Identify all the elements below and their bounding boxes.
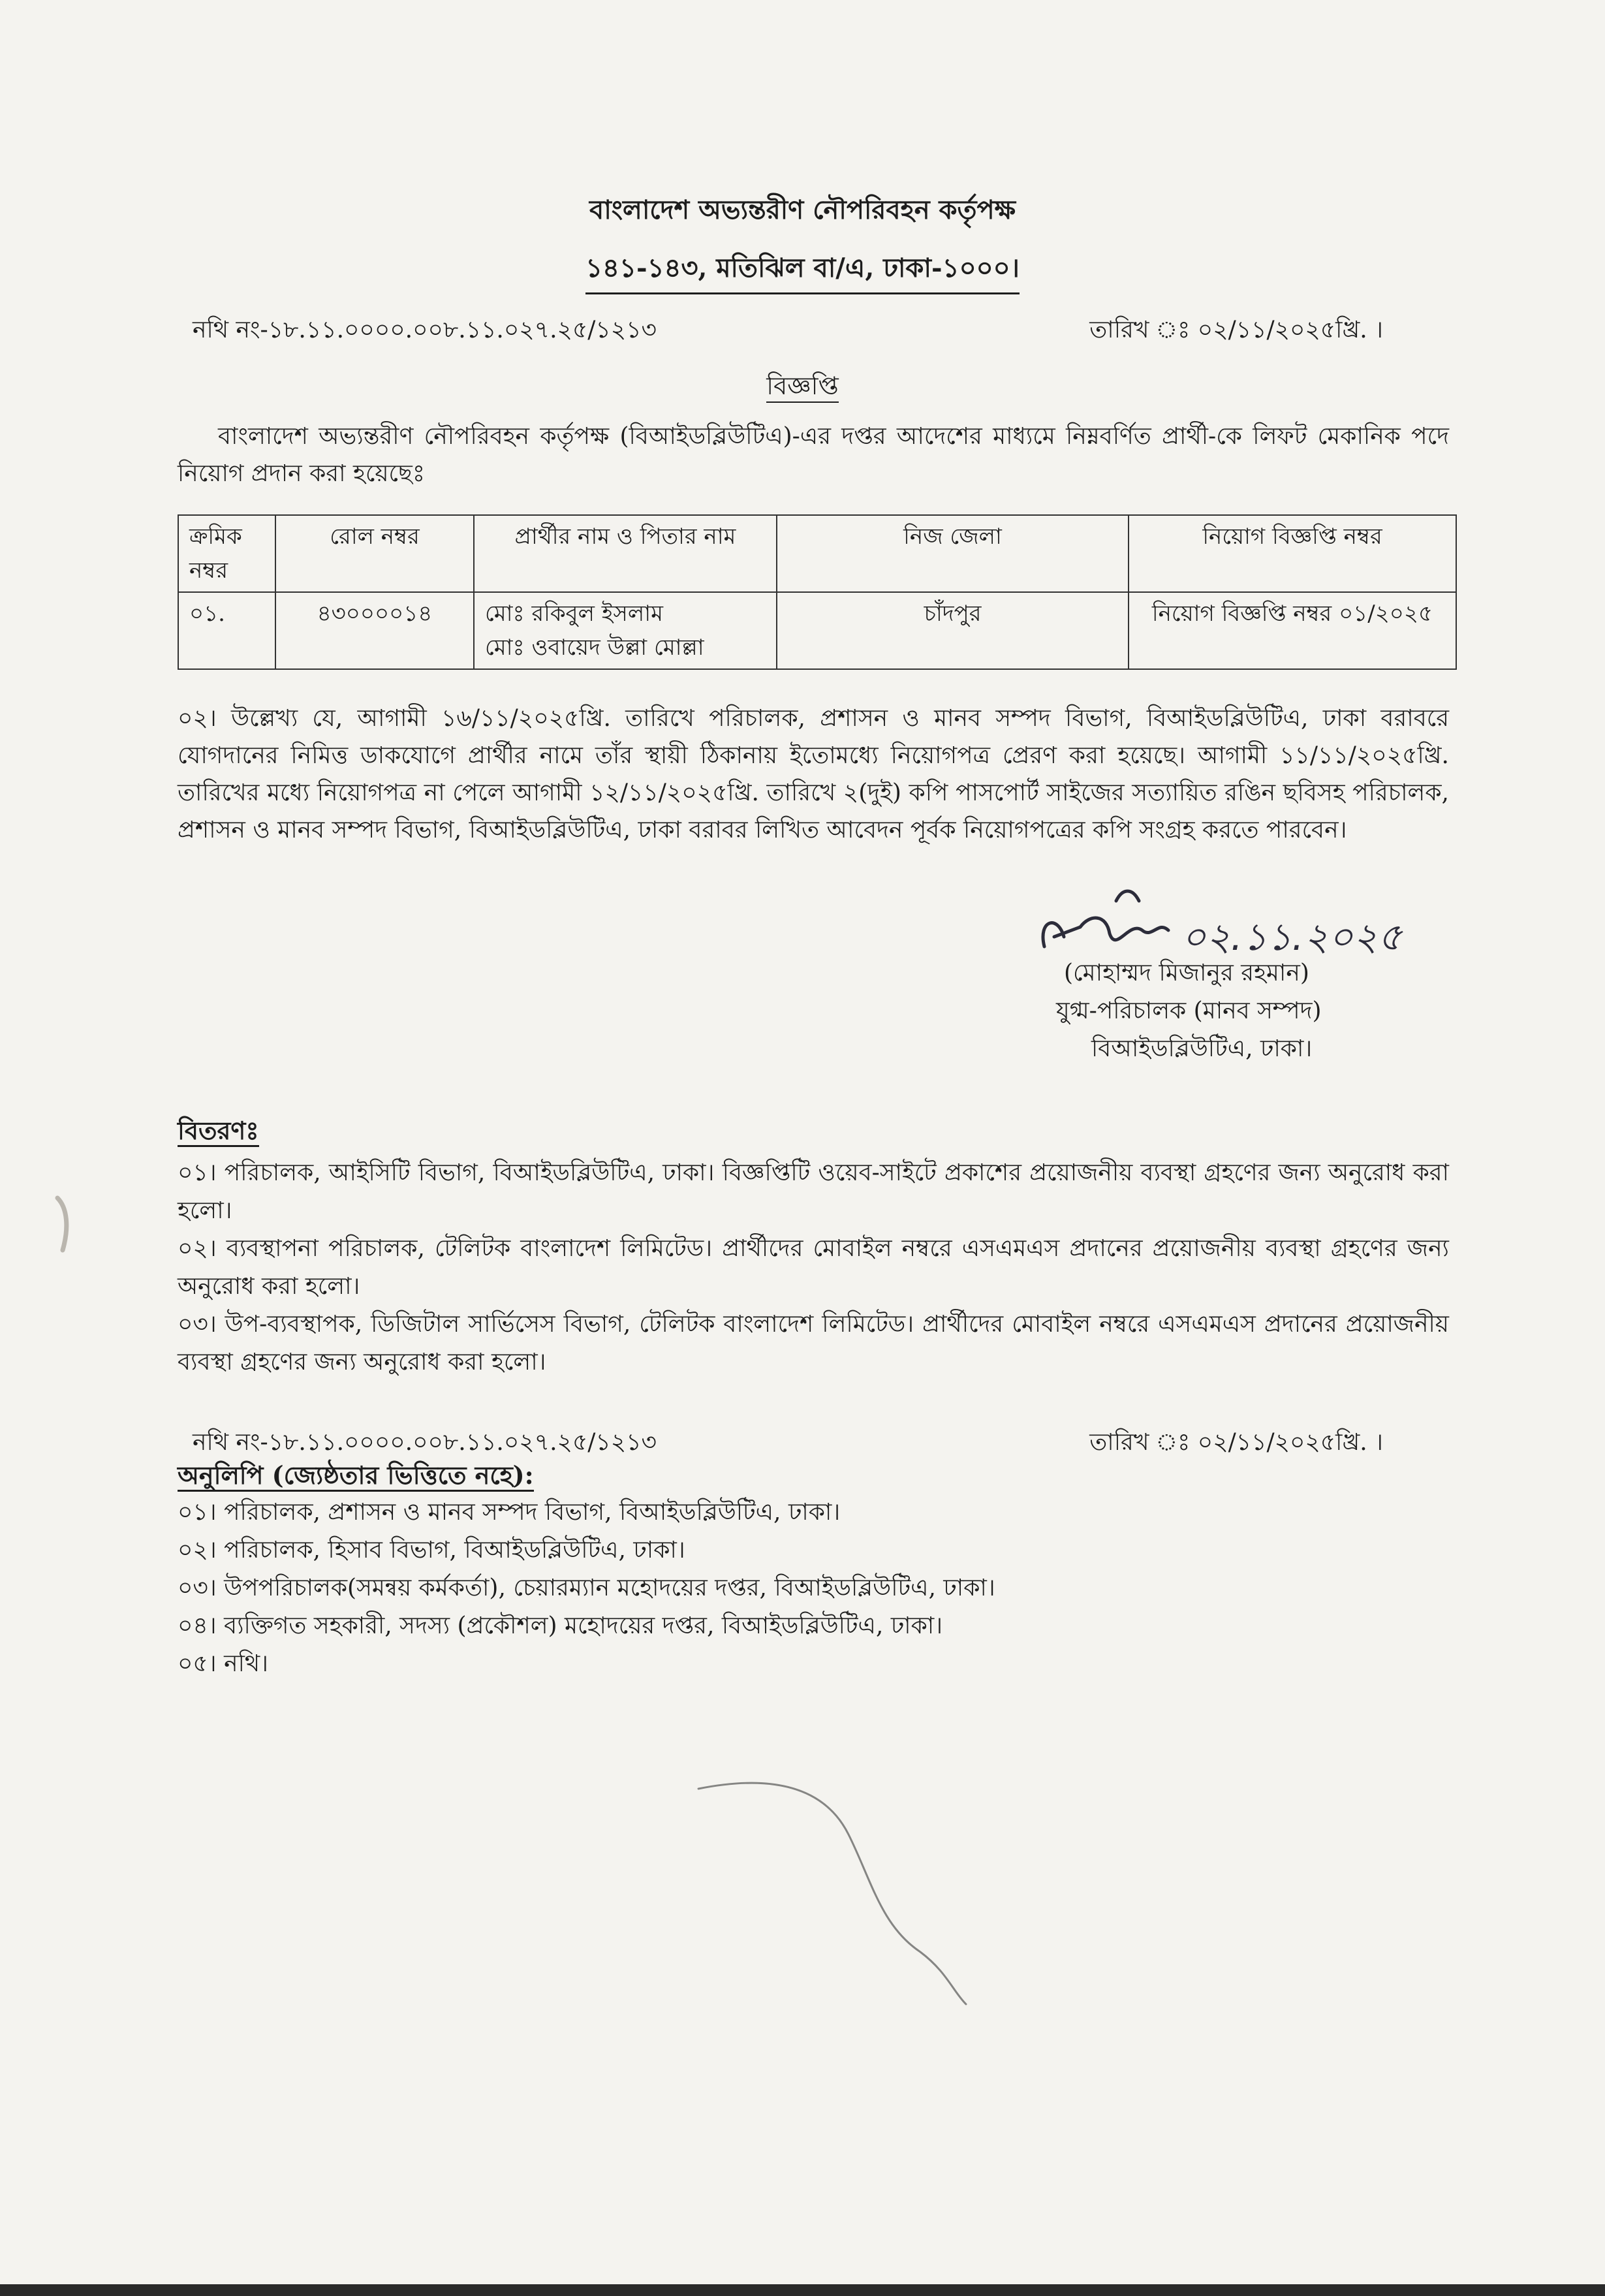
paragraph-02: ০২। উল্লেখ্য যে, আগামী ১৬/১১/২০২৫খ্রি. তারিখে পরিচালক, প্রশাসন ও মানব সম্পদ বিভাগ, বিআইডব্লিউটিএ, ঢাকা বরাবরে যোগদানের নিমিত্ত ডাকযোগে প্রার্থীর নামে তাঁর স্থায়ী ঠিকানায় ইতোমধ্যে নিয়োগপত্র প্রেরণ করা হয়েছে। আগামী ১১/১১/২০২৫খ্রি. তারিখের মধ্যে নিয়োগপত্র না পেলে আগামী ১২/১১/২০২৫খ্রি. তারিখে ২(দুই) কপি পাসপোর্ট সাইজের সত্যায়িত রঙিন ছবিসহ পরিচালক, প্রশাসন ও মানব সম্পদ বিভাগ, বিআইডব্লিউটিএ, ঢাকা বরাবর লিখিত আবেদন পূর্বক নিয়োগপত্রের কপি সংগ্রহ করতে পারবেন। [178,705,1449,843]
list-item: ০২। পরিচালক, হিসাব বিভাগ, বিআইডব্লিউটিএ, ঢাকা। [178,1537,685,1564]
memo-reference-row [193,312,1383,351]
table-row [178,592,1456,669]
memo-ref-no: নথি নং-১৮.১১.০০০০.০০৮.১১.০২৭.২৫/১২১৩ [193,317,657,343]
list-item: ০৩। উপপরিচালক(সমন্বয় কর্মকর্তা), চেয়ারম্যান মহোদয়ের দপ্তর, বিআইডব্লিউটিএ, ঢাকা। [178,1575,995,1601]
list-item: ০৪। ব্যক্তিগত সহকারী, সদস্য (প্রকৌশল) মহোদয়ের দপ্তর, বিআইডব্লিউটিএ, ঢাকা। [178,1612,943,1639]
signatory-office: বিআইডব্লিউটিএ, ঢাকা। [1091,1035,1313,1062]
cell-district: চাঁদপুর [777,592,1129,669]
scan-smudge [51,1195,73,1253]
col-district-header: নিজ জেলা [777,515,1129,592]
scan-edge [0,2284,1605,2296]
cell-candidate [474,592,777,669]
list-item: ০৫। নথি। [178,1650,269,1677]
signature-date: ০২.১১.২০২৫ [1181,915,1403,959]
memo-date: তারিখ ঃ ০২/১১/২০২৫খ্রি. । [1089,317,1383,343]
list-item: ০২। ব্যবস্থাপনা পরিচালক, টেলিটক বাংলাদেশ লিমিটেড। প্রার্থীদের মোবাইল নম্বরে এসএমএস প্রদানের প্রয়োজনীয় ব্যবস্থা গ্রহণের জন্য অনুরোধ করা হলো। [178,1235,1449,1300]
candidate-father-name: মোঃ ওবায়েদ উল্লা মোল্লা [485,635,704,661]
signatory-designation: যুগ্ম-পরিচালক (মানব সম্পদ) [1056,998,1322,1024]
list-item: ০১। পরিচালক, আইসিটি বিভাগ, বিআইডব্লিউটিএ, ঢাকা। বিজ্ঞপ্তিটি ওয়েব-সাইটে প্রকাশের প্রয়োজনীয় ব্যবস্থা গ্রহণের জন্য অনুরোধ করা হলো। [178,1159,1449,1224]
distribution-list [178,1154,1449,1381]
col-notice-header: নিয়োগ বিজ্ঞপ্তি নম্বর [1129,515,1456,592]
list-item: ০১। পরিচালক, প্রশাসন ও মানব সম্পদ বিভাগ, বিআইডব্লিউটিএ, ঢাকা। [178,1499,841,1526]
cell-serial: ০১. [178,592,275,669]
col-name-header: প্রার্থীর নাম ও পিতার নাম [474,515,777,592]
col-serial-header: ক্রমিক নম্বর [178,515,275,592]
copies-list [178,1494,1449,1683]
signatory-block [1056,954,1322,1068]
notice-title [0,367,1605,409]
table-header-row [178,515,1456,592]
cell-roll: ৪৩০০০০১৪ [275,592,474,669]
candidate-name: মোঃ রকিবুল ইসলাম [485,601,663,627]
memo2-date: তারিখ ঃ ০২/১১/২০২৫খ্রি. । [1089,1429,1383,1456]
intro-paragraph: বাংলাদেশ অভ্যন্তরীণ নৌপরিবহন কর্তৃপক্ষ (বিআইডব্লিউটিএ)-এর দপ্তর আদেশের মাধ্যমে নিম্নবর্ণিত প্রার্থী-কে লিফট মেকানিক পদে নিয়োগ প্রদান করা হয়েছেঃ [178,423,1449,487]
signatory-name: (মোহাম্মদ মিজানুর রহমান) [1064,960,1309,986]
memo-reference-row-2 [193,1424,1383,1464]
organization-name: বাংলাদেশ অভ্যন্তরীণ নৌপরিবহন কর্তৃপক্ষ [589,195,1016,225]
pen-stroke-mark [685,1763,999,2011]
copies-heading: অনুলিপি (জ্যেষ্ঠতার ভিত্তিতে নহে): [178,1461,534,1492]
col-roll-header: রোল নম্বর [275,515,474,592]
memo2-ref-no: নথি নং-১৮.১১.০০০০.০০৮.১১.০২৭.২৫/১২১৩ [193,1429,657,1456]
appointment-table [178,514,1457,670]
list-item: ০৩। উপ-ব্যবস্থাপক, ডিজিটাল সার্ভিসেস বিভাগ, টেলিটক বাংলাদেশ লিমিটেড। প্রার্থীদের মোবাইল নম্বরে এসএমএস প্রদানের প্রয়োজনীয় ব্যবস্থা গ্রহণের জন্য অনুরোধ করা হলো। [178,1311,1449,1376]
notice-title-text: বিজ্ঞপ্তি [766,371,839,403]
letterhead [0,189,1605,294]
distribution-heading: বিতরণঃ [178,1116,259,1147]
organization-address: ১৪১-১৪৩, মতিঝিল বা/এ, ঢাকা-১০০০। [585,247,1020,294]
cell-notice-no: নিয়োগ বিজ্ঞপ্তি নম্বর ০১/২০২৫ [1129,592,1456,669]
